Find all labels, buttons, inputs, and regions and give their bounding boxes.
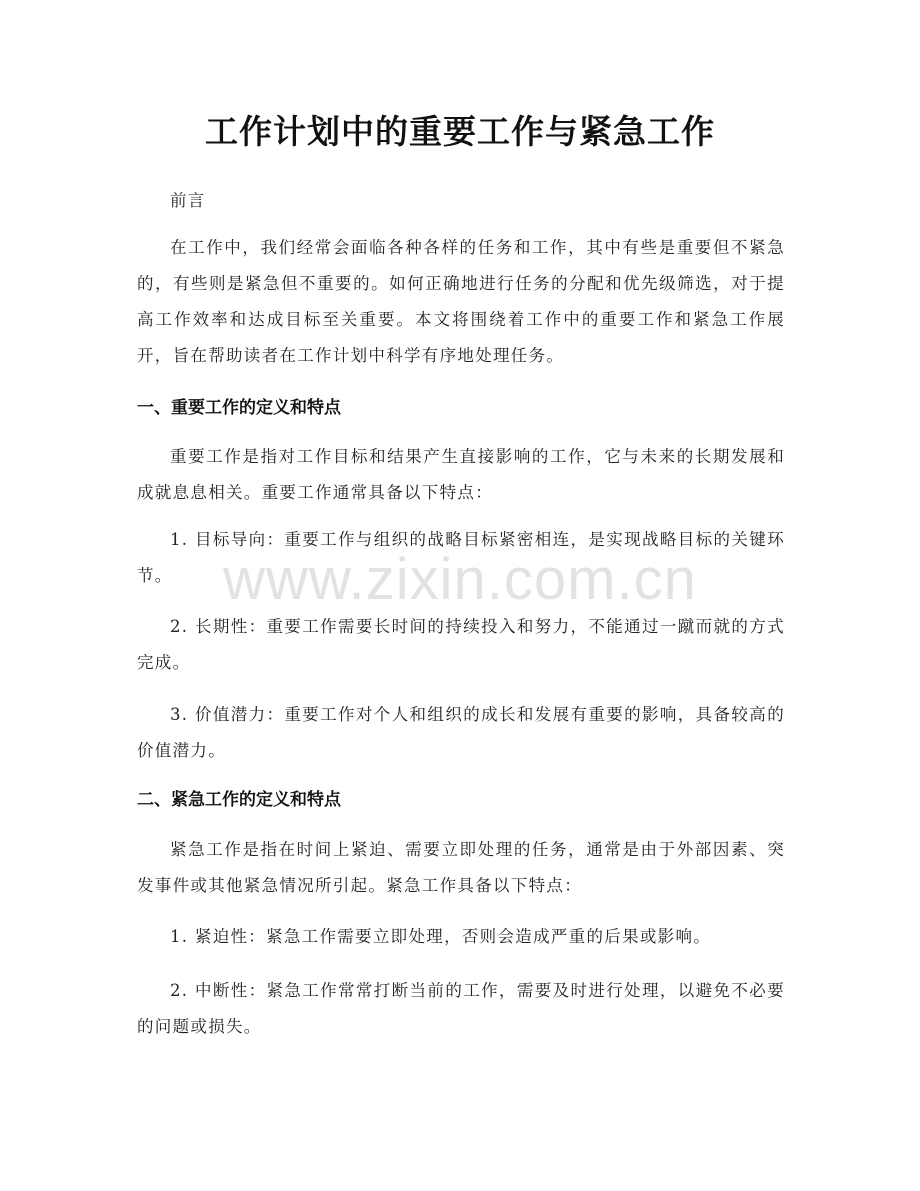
section2-intro-block — [137, 832, 785, 904]
section1-item-2-block — [137, 609, 785, 681]
section1-item-1-block — [137, 522, 785, 594]
list-item: 2. 中断性：紧急工作常常打断当前的工作，需要及时进行处理，以避免不必要的问题或损失。 — [137, 981, 785, 1036]
section2-item-1-block — [137, 919, 785, 955]
watermark: www.zixin.com.cn — [223, 547, 697, 612]
section1-intro: 重要工作是指对工作目标和结果产生直接影响的工作，它与未来的长期发展和成就息息相关。重要工作通常具备以下特点： — [137, 447, 785, 502]
section2-item-2-block — [137, 973, 785, 1045]
document-title: 工作计划中的重要工作与紧急工作 — [205, 112, 715, 151]
intro-block — [137, 230, 785, 374]
list-item: 1. 目标导向：重要工作与组织的战略目标紧密相连，是实现战略目标的关键环节。 — [137, 530, 785, 585]
list-item: 3. 价值潜力：重要工作对个人和组织的成长和发展有重要的影响，具备较高的价值潜力。 — [137, 705, 785, 760]
list-item: 2. 长期性：重要工作需要长时间的持续投入和努力，不能通过一蹴而就的方式完成。 — [137, 617, 785, 672]
section1-item-3-block — [137, 697, 785, 769]
section1-heading: 一、重要工作的定义和特点 — [137, 398, 341, 418]
section2-heading: 二、紧急工作的定义和特点 — [137, 790, 341, 810]
list-item: 1. 紧迫性：紧急工作需要立即处理，否则会造成严重的后果或影响。 — [170, 927, 712, 946]
preface-label: 前言 — [170, 191, 206, 210]
section1-intro-block — [137, 439, 785, 511]
preface-label-block — [137, 183, 785, 219]
section2-intro: 紧急工作是指在时间上紧迫、需要立即处理的任务，通常是由于外部因素、突发事件或其他紧急情况所引起。紧急工作具备以下特点： — [137, 840, 785, 895]
intro-paragraph: 在工作中，我们经常会面临各种各样的任务和工作，其中有些是重要但不紧急的，有些则是紧急但不重要的。如何正确地进行任务的分配和优先级筛选，对于提高工作效率和达成目标至关重要。本文将围绕着工作中的重要工作和紧急工作展开，旨在帮助读者在工作计划中科学有序地处理任务。 — [137, 238, 785, 365]
